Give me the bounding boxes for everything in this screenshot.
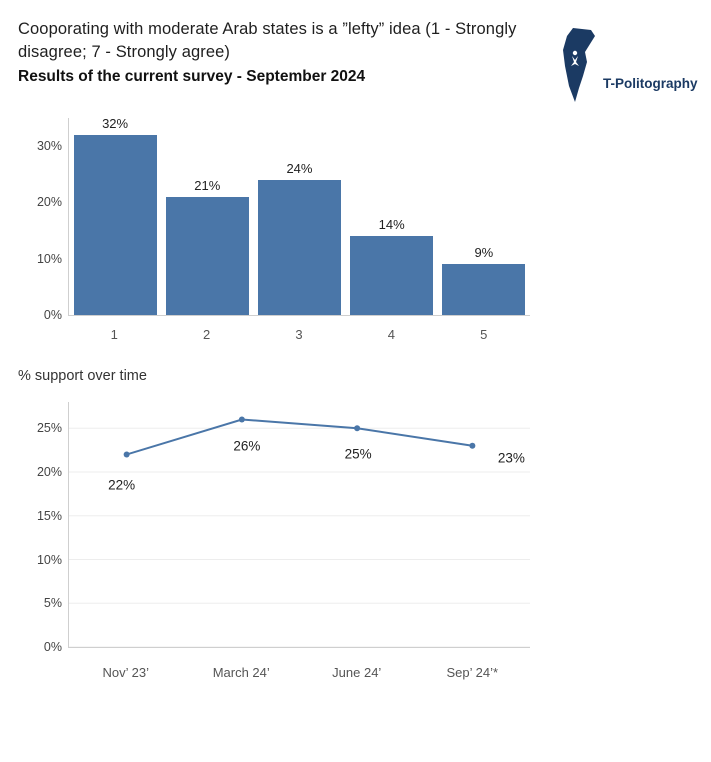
bar-value-label: 24% — [286, 160, 313, 176]
point-value-label: 25% — [344, 446, 372, 462]
y-tick-label: 10% — [36, 552, 62, 567]
y-tick-label: 25% — [36, 421, 62, 436]
x-tick-label: March 24’ — [212, 665, 270, 680]
point-value-label: 23% — [497, 450, 525, 466]
bar-value-label: 21% — [194, 177, 221, 193]
bar-x-axis — [68, 327, 530, 342]
bar-series — [69, 115, 530, 315]
x-tick-label: Nov’ 23’ — [102, 665, 149, 680]
bar — [166, 197, 249, 315]
y-tick-label: 5% — [43, 596, 62, 611]
bar-column — [74, 115, 157, 315]
point-value-label: 26% — [233, 438, 261, 453]
brand-logo — [555, 26, 698, 98]
bar — [350, 236, 433, 315]
y-tick-label: 0% — [43, 640, 62, 654]
israel-map-icon — [555, 26, 611, 104]
page-title: Cooporating with moderate Arab states is a ”lefty” idea (1 - Strongly disagree; 7 - Strongly agree) — [18, 20, 517, 61]
bar — [258, 180, 341, 315]
y-tick-label: 10% — [36, 251, 62, 266]
bar-chart — [18, 110, 538, 350]
x-tick-label: 2 — [202, 327, 211, 342]
line-chart-title: % support over time — [18, 368, 147, 384]
bar — [74, 135, 157, 315]
x-tick-label: June 24’ — [332, 665, 382, 680]
bar-value-label: 32% — [102, 115, 129, 131]
point-value-label: 22% — [108, 477, 136, 492]
line-plot-area — [68, 402, 530, 648]
bar-column — [350, 118, 433, 315]
line-chart — [18, 392, 538, 692]
x-tick-label: 4 — [387, 327, 395, 342]
bar-column — [258, 118, 341, 315]
x-tick-label: Sep’ 24’* — [446, 665, 499, 680]
page-subtitle: Results of the current survey - September 2024 — [18, 67, 366, 85]
x-tick-label: 1 — [110, 327, 118, 342]
x-tick-label: 3 — [295, 327, 303, 342]
bar-value-label: 14% — [378, 217, 405, 233]
y-tick-label: 15% — [36, 508, 62, 523]
y-tick-label: 30% — [36, 139, 62, 154]
y-tick-label: 0% — [43, 308, 62, 322]
bar — [442, 264, 525, 315]
bar-column — [442, 118, 525, 315]
x-tick-label: 5 — [480, 327, 488, 342]
bar-column — [166, 118, 249, 315]
chart-header — [18, 18, 538, 87]
bar-value-label: 9% — [474, 245, 494, 261]
bar-plot-area — [68, 115, 530, 316]
line-x-axis — [68, 665, 530, 680]
line-series — [69, 402, 530, 647]
y-tick-label: 20% — [36, 195, 62, 210]
brand-name: T-Politography — [603, 76, 698, 91]
y-tick-label: 20% — [36, 465, 62, 479]
